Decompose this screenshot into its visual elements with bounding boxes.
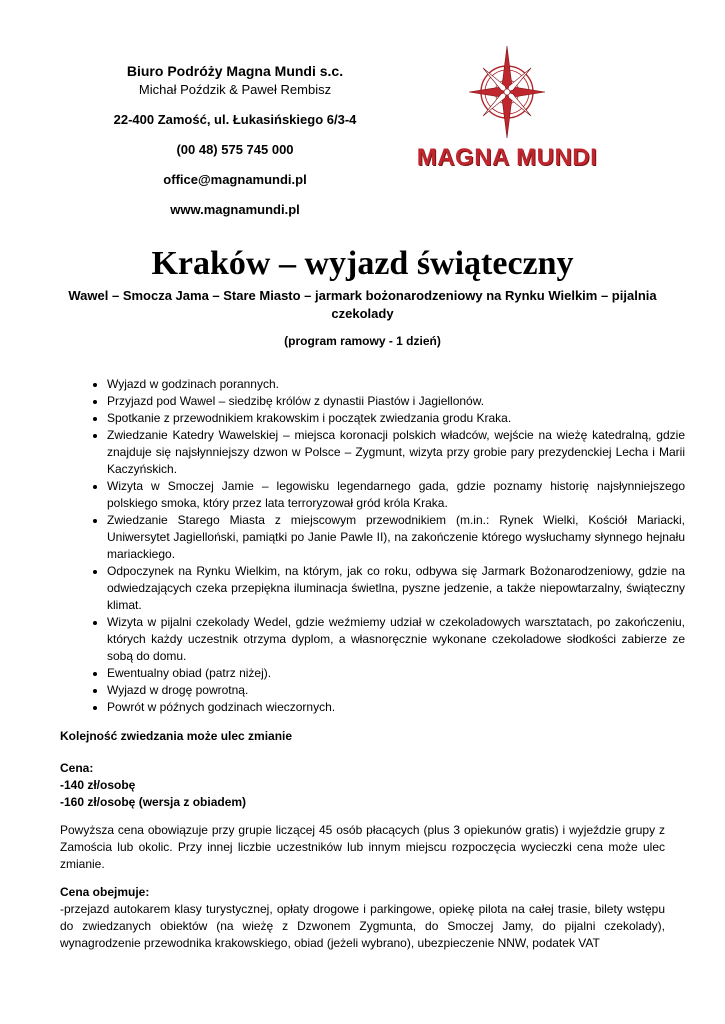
contact-block (80, 62, 390, 231)
list-item: • Zwiedzanie Katedry Wawelskiej – miejsca koronacji polskich władców, wejście na wieżę katedralną, gdzie znajduje się najsłynniejszy dzwon w Polsce – Zygmunt, wizyta przy grobie pary prezydenckiej Lecha i Marii Kaczyńskich. (107, 427, 685, 478)
list-item: • Ewentualny obiad (patrz niżej). (107, 665, 685, 682)
program-list (88, 376, 685, 716)
list-item: • Zwiedzanie Starego Miasta z miejscowym przewodnikiem (m.in.: Rynek Wielki, Kościół Mariacki, Uniwersytet Jagielloński, pamiątki po Janie Pawle II), na zakończenie którego wysłuchamy słynnego hejnału mariackiego. (107, 512, 685, 563)
list-item: • Powrót w późnych godzinach wieczornych. (107, 699, 685, 716)
website-link[interactable]: www.magnamundi.pl (170, 202, 300, 217)
magna-mundi-logo (402, 44, 612, 174)
list-item: • Spotkanie z przewodnikiem krakowskim i początek zwiedzania grodu Kraka. (107, 410, 685, 427)
program-frame-note: (program ramowy - 1 dzień) (284, 334, 441, 348)
price-option: -160 zł/osobę (wersja z obiadem) (60, 795, 247, 809)
subtitle: Wawel – Smocza Jama – Stare Miasto – jarmark bożonarodzeniowy na Rynku Wielkim – pijalnia czekolady (68, 288, 657, 321)
company-name: Biuro Podróży Magna Mundi s.c. (126, 63, 344, 79)
email-link[interactable]: office@magnamundi.pl (163, 172, 307, 187)
list-item: • Wizyta w pijalni czekolady Wedel, gdzie weźmiemy udział w czekoladowych warsztatach, po zakończeniu, których każdy uczestnik otrzyma dyplom, a własnoręcznie wykonane czekoladowe słodkości zabierze ze sobą do domu. (107, 614, 685, 665)
list-item: • Przyjazd pod Wawel – siedzibę królów z dynastii Piastów i Jagiellonów. (107, 393, 685, 410)
list-item: • Odpoczynek na Rynku Wielkim, na którym, jak co roku, odbywa się Jarmark Bożonarodzeniowy, gdzie na odwiedzających czeka przepiękna iluminacja świetlna, pyszne jedzenie, a także niepowtarzalny, świąteczny klimat. (107, 563, 685, 614)
price-conditions: Powyższa cena obowiązuje przy grupie liczącej 45 osób płacących (plus 3 opiekunów gratis) i wyjeździe grupy z Zamościa lub okolic. Przy innej liczbie uczestników lub innym miejscu rozpoczęcia wycieczki cena może ulec zmianie. (60, 823, 665, 871)
list-item: • Wizyta w Smoczej Jamie – legowisku legendarnego gada, gdzie poznamy historię najsłynniejszego polskiego smoka, który przez lata terroryzował gród króla Kraka. (107, 478, 685, 512)
includes-heading: Cena obejmuje: (60, 885, 150, 899)
price-heading: Cena: (60, 761, 94, 775)
price-block (60, 760, 246, 811)
order-note: Kolejność zwiedzania może ulec zmianie (60, 729, 293, 743)
price-option: -140 zł/osobę (60, 778, 136, 792)
logo-text: MAGNA MUNDI (416, 144, 598, 171)
phone: (00 48) 575 745 000 (176, 142, 294, 157)
list-item: • Wyjazd w drogę powrotną. (107, 682, 685, 699)
address: 22-400 Zamość, ul. Łukasińskiego 6/3-4 (113, 112, 357, 127)
page-title: Kraków – wyjazd świąteczny (151, 245, 574, 282)
includes-block (60, 884, 665, 952)
list-item: • Wyjazd w godzinach porannych. (107, 376, 685, 393)
compass-rose-icon (466, 44, 548, 140)
owners: Michał Poździk & Paweł Rembisz (138, 82, 332, 97)
includes-text: -przejazd autokarem klasy turystycznej, opłaty drogowe i parkingowe, opiekę pilota na całej trasie, bilety wstępu do zwiedzanych obiektów (na wieżę z Dzwonem Zygmunta, do Smoczej Jamy, do pijalni czekolady), wynagrodzenie przewodnika krakowskiego, obiad (jeżeli wybrano), ubezpieczenie NNW, podatek VAT (60, 902, 665, 950)
